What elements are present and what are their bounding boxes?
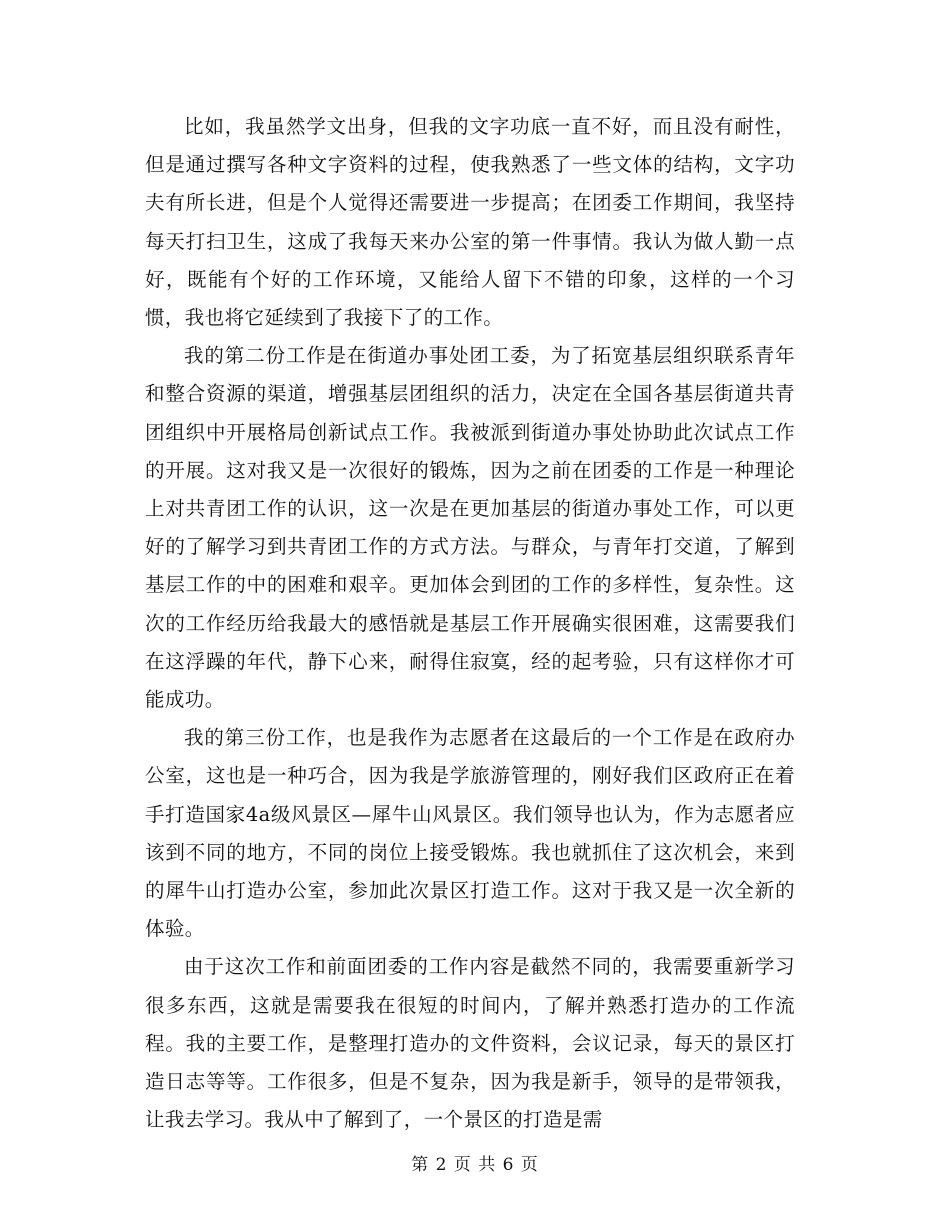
page-footer: 第 2 页 共 6 页 xyxy=(411,1155,539,1175)
paragraph-4: 由于这次工作和前面团委的工作内容是截然不同的，我需要重新学习很多东西，这就是需要我在很短的时间内，了解并熟悉打造办的工作流程。我的主要工作，是整理打造办的文件资料，会议记录，每天的景区打造日志等等。工作很多，但是不复杂，因为我是新手，领导的是带领我，让我去学习。我从中了解到了，一个景区的打造是需 xyxy=(145,955,795,1132)
document-body xyxy=(145,108,795,1139)
paragraph-3: 我的第三份工作，也是我作为志愿者在这最后的一个工作是在政府办公室，这也是一种巧合，因为我是学旅游管理的，刚好我们区政府正在着手打造国家4a级风景区—犀牛山风景区。我们领导也认为，作为志愿者应该到不同的地方，不同的岗位上接受锻炼。我也就抓住了这次机会，来到的犀牛山打造办公室，参加此次景区打造工作。这对于我又是一次全新的体验。 xyxy=(145,726,795,941)
paragraph-2: 我的第二份工作是在街道办事处团工委，为了拓宽基层组织联系青年和整合资源的渠道，增强基层团组织的活力，决定在全国各基层街道共青团组织中开展格局创新试点工作。我被派到街道办事处协助此次试点工作的开展。这对我又是一次很好的锻炼，因为之前在团委的工作是一种理论上对共青团工作的认识，这一次是在更加基层的街道办事处工作，可以更好的了解学习到共青团工作的方式方法。与群众，与青年打交道，了解到基层工作的中的困难和艰辛。更加体会到团的工作的多样性，复杂性。这次的工作经历给我最大的感悟就是基层工作开展确实很困难，这需要我们在这浮躁的年代，静下心来，耐得住寂寞，经的起考验，只有这样你才可能成功。 xyxy=(145,344,795,712)
paragraph-1: 比如，我虽然学文出身，但我的文字功底一直不好，而且没有耐性，但是通过撰写各种文字资料的过程，使我熟悉了一些文体的结构，文字功夫有所长进，但是个人觉得还需要进一步提高；在团委工作期间，我坚持每天打扫卫生，这成了我每天来办公室的第一件事情。我认为做人勤一点好，既能有个好的工作环境，又能给人留下不错的印象，这样的一个习惯，我也将它延续到了我接下了的工作。 xyxy=(145,115,795,330)
